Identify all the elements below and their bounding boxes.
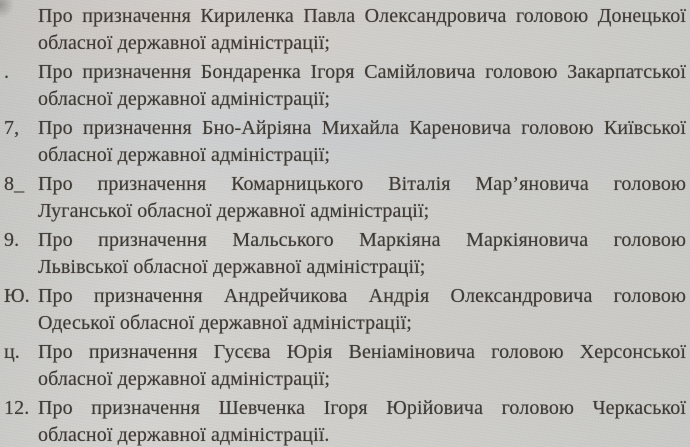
- decree-text-line1: Про призначення Андрейчикова Андрія Олександровича головою: [38, 285, 686, 307]
- decree-item: [38, 3, 686, 57]
- decree-text-line2: обласної державної адміністрації;: [38, 144, 331, 166]
- decree-text-line1: Про призначення Бондаренка Ігоря Самійловича головою Закарпатської: [38, 61, 686, 83]
- decree-text-line1: Про призначення Шевченка Ігоря Юрійовича головою Черкаської: [38, 397, 686, 419]
- decree-item: [4, 59, 686, 113]
- item-number: 7,: [4, 117, 20, 139]
- decree-text-line2: Одеської обласної державної адміністрації;: [38, 312, 412, 334]
- decree-item: [4, 339, 686, 393]
- decree-item: [4, 227, 686, 281]
- decree-text-line2: Львівської обласної державної адміністрації;: [38, 256, 426, 278]
- decree-text-line2: обласної державної адміністрації;: [38, 368, 331, 390]
- decree-text-line2: обласної державної адміністрації;: [38, 32, 331, 54]
- decree-item: [4, 395, 686, 447]
- item-number: 12.: [4, 397, 30, 419]
- item-number: ц.: [4, 341, 20, 363]
- item-number: 8_: [4, 173, 25, 195]
- decree-text-line1: Про призначення Мальського Маркіяна Маркіяновича головою: [38, 229, 686, 251]
- decree-text-line1: Про призначення Бно-Айріяна Михайла Кареновича головою Київської: [38, 117, 686, 139]
- decree-text-line1: Про призначення Гусєва Юрія Веніаміновича головою Херсонської: [38, 341, 686, 363]
- decree-text-line2: Луганської обласної державної адміністрації;: [38, 200, 430, 222]
- item-number: .: [4, 61, 10, 83]
- item-number: Ю.: [4, 285, 30, 307]
- decree-text-line2: обласної державної адміністрації.: [38, 424, 330, 446]
- decree-item: [4, 171, 686, 225]
- decree-text-line2: обласної державної адміністрації;: [38, 88, 331, 110]
- decree-item: [4, 283, 686, 337]
- decree-text-line1: Про призначення Комарницького Віталія Мар’яновича головою: [38, 173, 686, 195]
- item-number: 9.: [4, 229, 20, 251]
- decree-item: [4, 115, 686, 169]
- decree-text-line1: Про призначення Кириленка Павла Олександровича головою Донецької: [38, 5, 686, 27]
